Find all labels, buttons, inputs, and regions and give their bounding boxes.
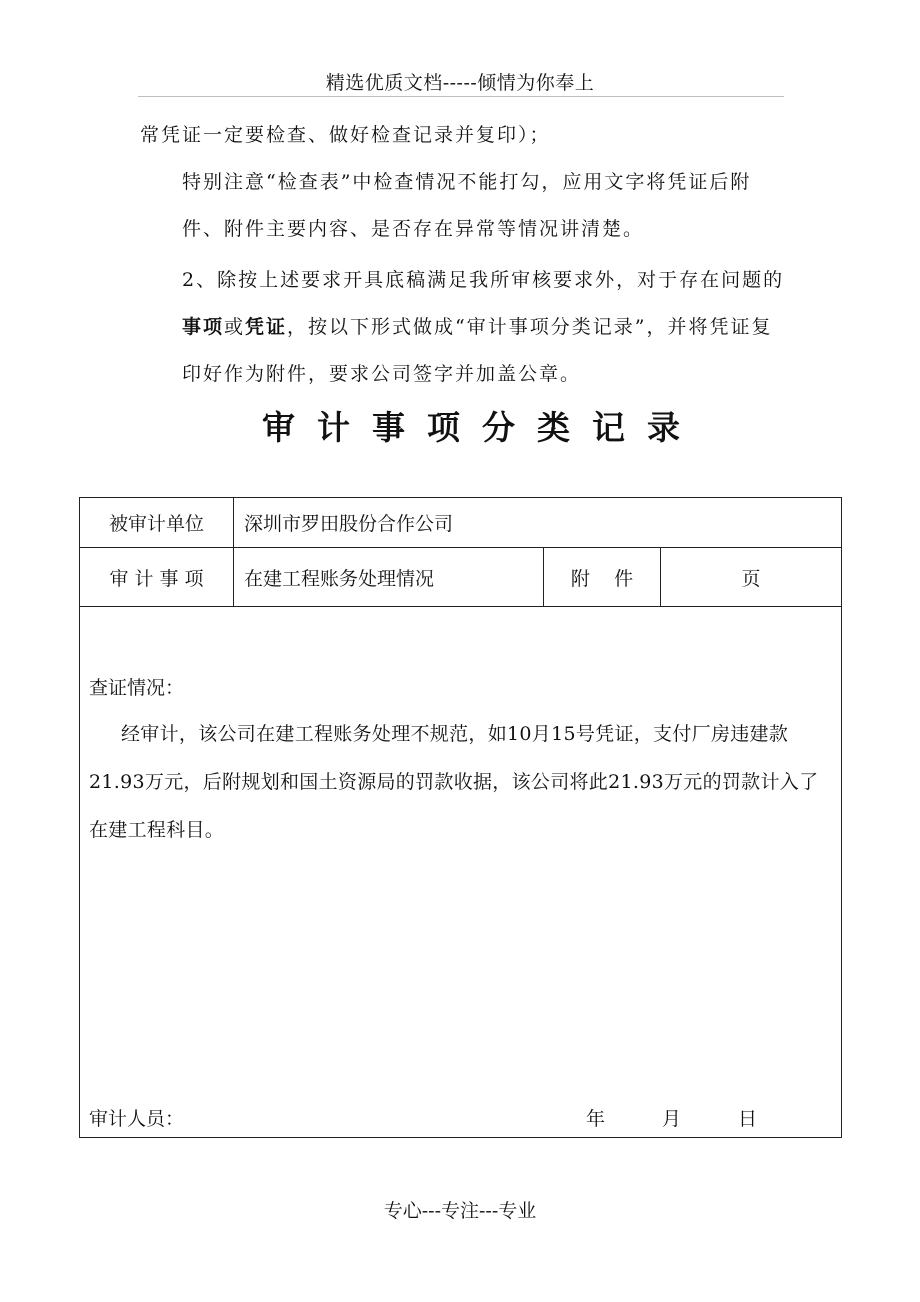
attachment-label: 附 件 [543,548,660,606]
paragraph-3-bold-matter: 事项 [182,316,225,338]
paragraph-3-bold-voucher: 凭证 [245,316,288,338]
date-year: 年 [586,1108,606,1130]
paragraph-2-text: 特别注意“检查表”中检查情况不能打勾，应用文字将凭证后附件、附件主要内容、是否存在异常等情况讲清楚。 [182,171,752,240]
page-header: 精选优质文档-----倾情为你奉上 [325,72,595,94]
paragraph-1-text: 常凭证一定要检查、做好检查记录并复印）； [140,124,551,146]
page-footer: 专心---专注---专业 [383,1200,537,1222]
matter-label: 审 计 事 项 [109,567,204,590]
matter-value: 在建工程账务处理情况 [233,548,543,606]
audit-record-table [79,497,842,1138]
paragraph-2 [140,159,790,253]
paragraph-3-text-d: ，按以下形式做成“审计事项分类记录”，并将凭证复印好作为附件，要求公司签字并加盖公章。 [182,316,773,385]
date-month: 月 [662,1108,682,1130]
unit-label: 被审计单位 [108,513,204,535]
table-row-unit [80,498,841,548]
paragraph-3-text-or: 或 [224,316,246,338]
findings-section [80,607,841,1137]
paragraph-3-text-a: 2、除按上述要求开具底稿满足我所审核要求外，对于存在问题的 [182,269,785,291]
paragraph-3 [140,257,790,398]
findings-text: 经审计，该公司在建工程账务处理不规范，如10月15号凭证，支付厂房违建款21.93万元，后附规划和国土资源局的罚款收据，该公司将此21.93万元的罚款计入了在建工程科目。 [89,723,819,841]
pages-label: 页 [660,548,841,606]
unit-value: 深圳市罗田股份合作公司 [233,498,841,547]
record-title: 审计事项分类记录 [262,408,702,447]
auditor-label: 审计人员： [89,1108,185,1130]
findings-label: 查证情况： [89,677,185,699]
date-day: 日 [738,1108,758,1130]
table-row-matter [80,548,841,607]
paragraph-1 [140,112,790,159]
header-divider [138,96,784,97]
